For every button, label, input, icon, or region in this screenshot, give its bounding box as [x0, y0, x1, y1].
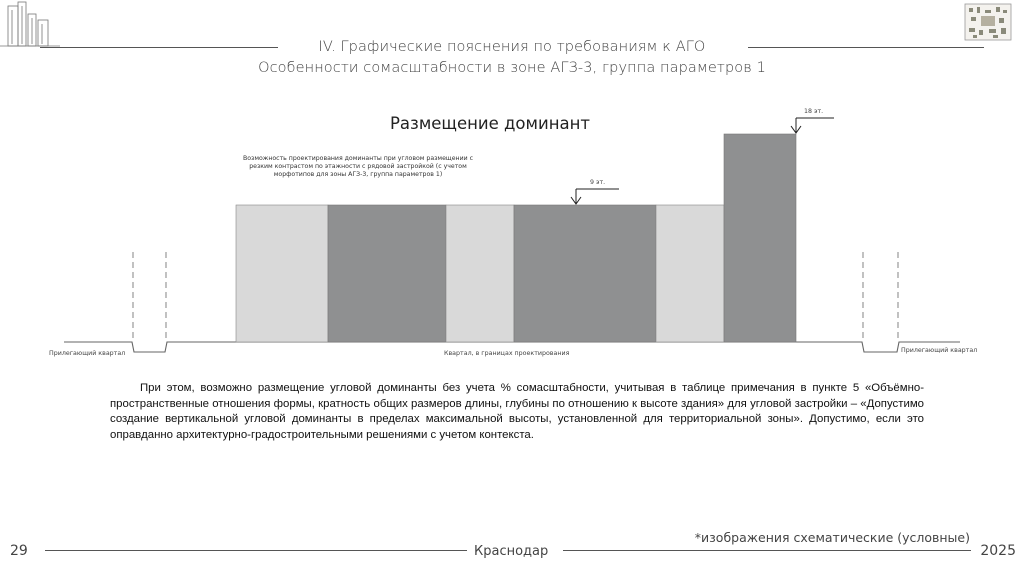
diagram-title: Размещение доминант [389, 114, 590, 133]
diagram-note: Возможность проектирования доминанты при угловом размещении с резким контрастом по этажности с рядовой застройкой (с учетом морфотипов для зоны АГЗ-3, группа параметров 1) [243, 155, 473, 179]
footer-note: *изображения схематические (условные) [694, 530, 970, 545]
label-18-floors: 18 эт. [804, 108, 824, 115]
label-9-floors: 9 эт. [590, 179, 606, 186]
building-light-3 [656, 205, 724, 342]
label-center-quarter: Квартал, в границах проектирования [444, 350, 570, 357]
footer-year: 2025 [980, 543, 1016, 559]
building-light-2 [446, 205, 514, 342]
building-dark-1 [328, 205, 446, 342]
label-right-quarter: Прилегающий квартал [901, 347, 978, 354]
marker-18-floors [791, 118, 834, 133]
footer-rule-left [45, 550, 467, 551]
dominant-building [724, 134, 796, 342]
footer-city: Краснодар [474, 544, 549, 559]
page-subtitle: Особенности сомасштабности в зоне АГЗ-3, группа параметров 1 [258, 60, 766, 76]
building-light-1 [236, 205, 328, 342]
marker-9-floors [571, 189, 619, 204]
page-title: IV. Графические пояснения по требованиям к АГО [318, 39, 706, 55]
label-left-quarter: Прилегающий квартал [49, 350, 126, 357]
building-dark-2 [514, 205, 656, 342]
footer-rule-right [563, 550, 971, 551]
page-number: 29 [10, 543, 28, 559]
body-paragraph [110, 381, 924, 443]
body-paragraph-text: При этом, возможно размещение угловой доминанты без учета % сомасштабности, учитывая в таблице примечания в пункте 5 «Объёмно-пространственные отношения формы, кратность общих размеров длины, глубины по отношению к высоте здания» для угловой застройки – «Допустимо создание вертикальной угловой доминанты в пределах максимальной высоты, установленной для территориальной зоны». Допустимо, если это оправданно архитектурно-градостроительными решениями с учетом контекста. [110, 382, 924, 441]
